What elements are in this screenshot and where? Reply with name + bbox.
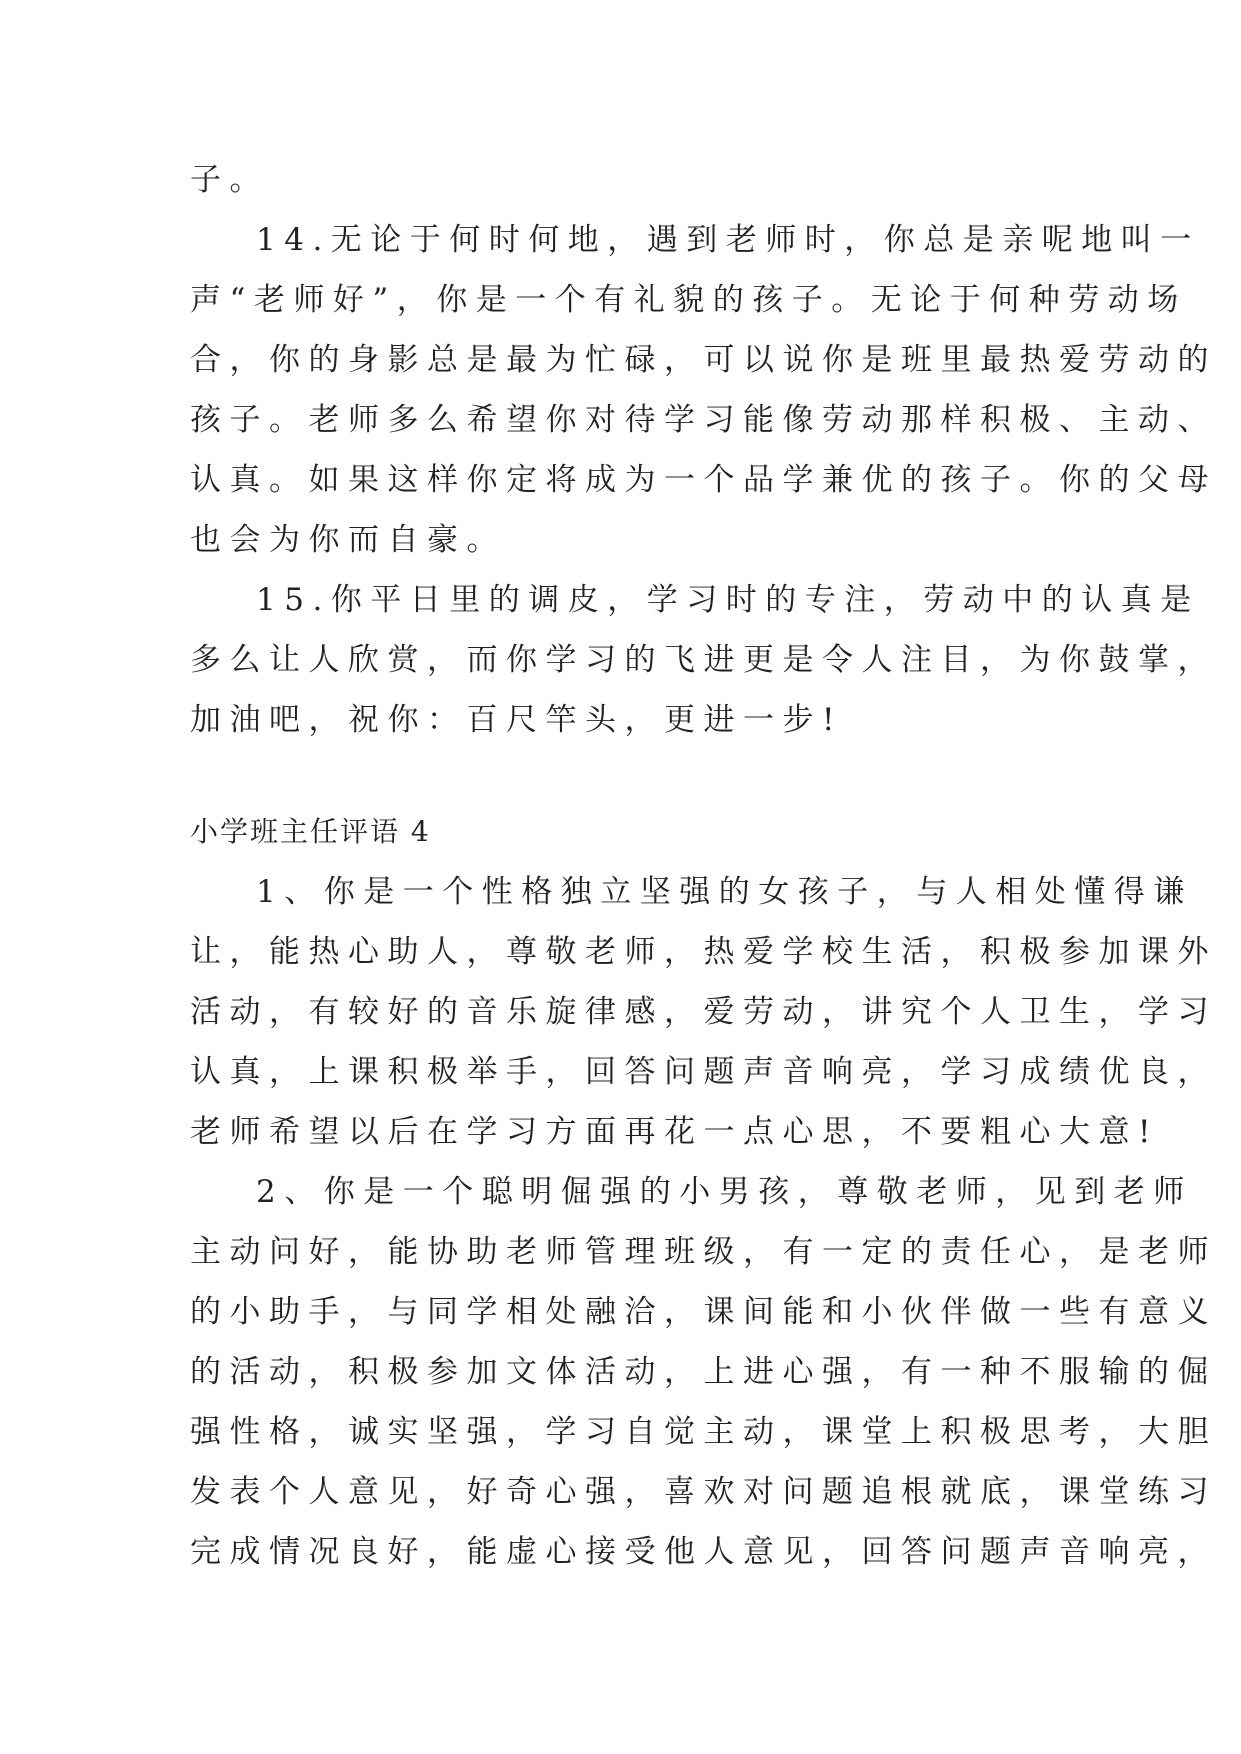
paragraph-line: 完成情况良好，能虚心接受他人意见，回答问题声音响亮， <box>190 1534 1217 1570</box>
paragraph-line: 孩子。老师多么希望你对待学习能像劳动那样积极、主动、 <box>190 402 1217 438</box>
paragraph-line: 发表个人意见，好奇心强，喜欢对问题追根就底，课堂练习 <box>190 1474 1217 1510</box>
paragraph-line: 主动问好，能协助老师管理班级，有一定的责任心，是老师 <box>190 1234 1217 1270</box>
paragraph-line: 认真，上课积极举手，回答问题声音响亮，学习成绩优良， <box>190 1054 1217 1090</box>
paragraph-line: 强性格，诚实坚强，学习自觉主动，课堂上积极思考，大胆 <box>190 1414 1217 1450</box>
paragraph-line: 的活动，积极参加文体活动，上进心强，有一种不服输的倔 <box>190 1354 1217 1390</box>
paragraph-line: 让，能热心助人，尊敬老师，热爱学校生活，积极参加课外 <box>190 934 1217 970</box>
paragraph-line: 14.无论于何时何地，遇到老师时，你总是亲呢地叫一 <box>256 222 1200 258</box>
section-heading: 小学班主任评语 4 <box>190 815 431 848</box>
paragraph-line: 多么让人欣赏，而你学习的飞进更是令人注目，为你鼓掌， <box>190 642 1217 678</box>
paragraph-line: 活动，有较好的音乐旋律感，爱劳动，讲究个人卫生，学习 <box>190 994 1217 1030</box>
paragraph-line: 15.你平日里的调皮，学习时的专注，劳动中的认真是 <box>256 582 1200 618</box>
paragraph-line: 老师希望以后在学习方面再花一点心思，不要粗心大意! <box>190 1114 1159 1150</box>
paragraph-line: 子。 <box>190 162 269 198</box>
document-page <box>190 150 1217 1582</box>
paragraph-line: 1、你是一个性格独立坚强的女孩子，与人相处懂得谦 <box>256 874 1193 910</box>
paragraph-line: 声“老师好”，你是一个有礼貌的孩子。无论于何种劳动场 <box>190 282 1187 318</box>
paragraph-line: 认真。如果这样你定将成为一个品学兼优的孩子。你的父母 <box>190 462 1217 498</box>
paragraph-line: 合，你的身影总是最为忙碌，可以说你是班里最热爱劳动的 <box>190 342 1217 378</box>
paragraph-line: 加油吧，祝你：百尺竿头，更进一步! <box>190 702 843 738</box>
paragraph-line: 2、你是一个聪明倔强的小男孩，尊敬老师，见到老师 <box>256 1174 1193 1210</box>
paragraph-line: 也会为你而自豪。 <box>190 522 506 558</box>
paragraph-line: 的小助手，与同学相处融洽，课间能和小伙伴做一些有意义 <box>190 1294 1217 1330</box>
